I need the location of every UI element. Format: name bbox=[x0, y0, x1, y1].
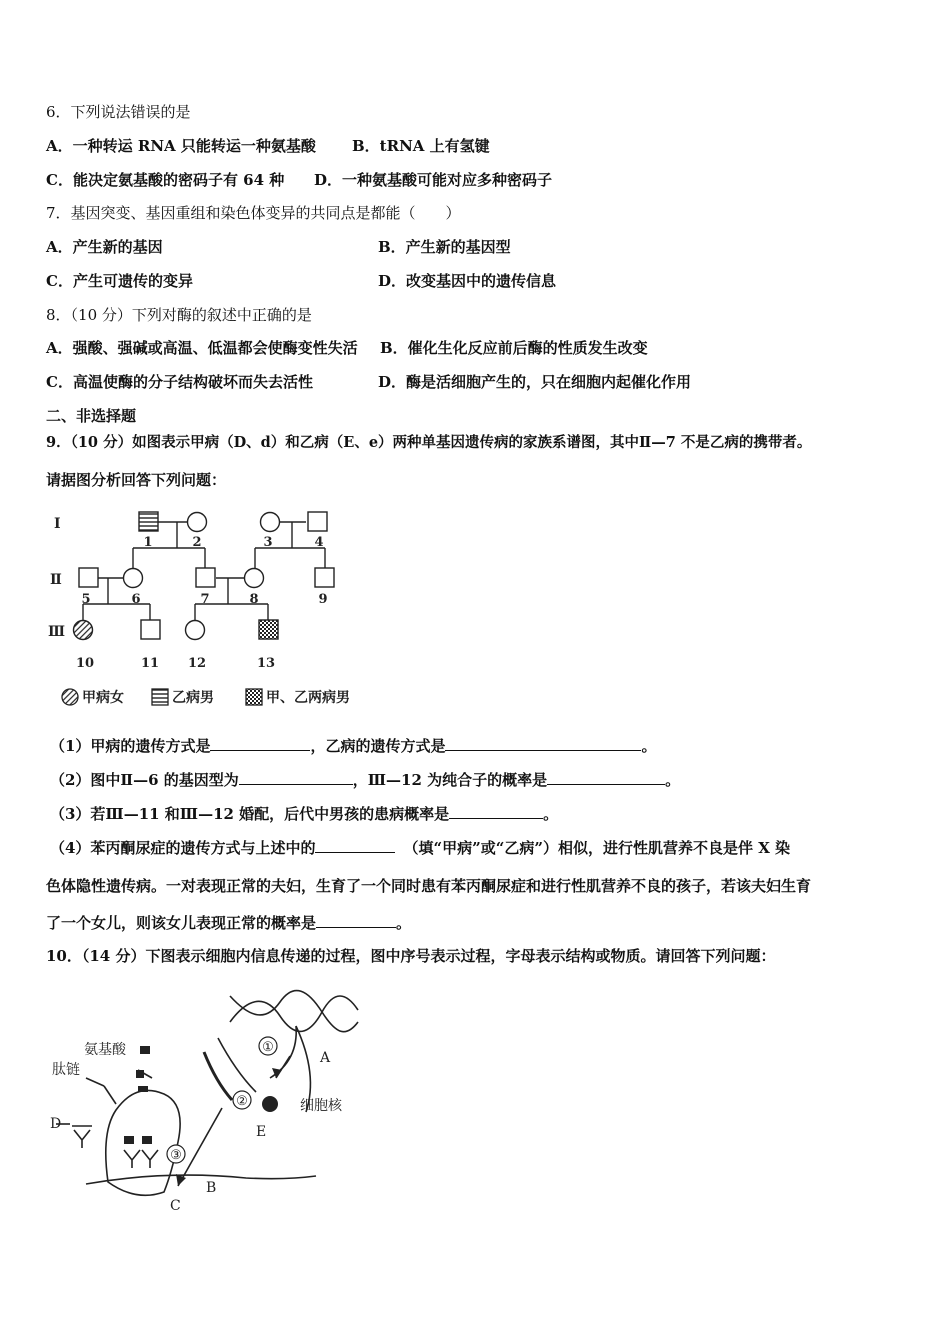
q7-option-b: B．产生新的基因型 bbox=[378, 238, 511, 256]
individual-I-4 bbox=[308, 512, 327, 531]
q7-option-c: C．产生可遗传的变异 bbox=[46, 272, 193, 290]
label-nucleus: 细胞核 bbox=[300, 1098, 342, 1114]
answer-blank[interactable] bbox=[210, 736, 310, 751]
pedigree-num: 9 bbox=[318, 592, 328, 607]
label-C: C bbox=[170, 1198, 181, 1214]
pedigree-num: 7 bbox=[200, 592, 210, 607]
individual-I-2 bbox=[188, 513, 207, 532]
q6-option-b: B．tRNA 上有氢键 bbox=[352, 137, 490, 155]
individual-III-10 bbox=[74, 621, 93, 640]
amino-acid-block bbox=[140, 1046, 150, 1054]
q8-stem: 8．（10 分）下列对酶的叙述中正确的是 bbox=[46, 306, 312, 324]
pedigree-num: 4 bbox=[314, 535, 324, 550]
label-E: E bbox=[256, 1124, 267, 1140]
pedigree-chart bbox=[40, 500, 380, 715]
pedigree-num: 10 bbox=[75, 656, 95, 671]
q9-part4-line1: （4）苯丙酮尿症的遗传方式与上述中的 （填“甲病”或“乙病”）相似，进行性肌营养不良是伴 X 染 bbox=[50, 839, 791, 857]
q9-part1: （1）甲病的遗传方式是 ，乙病的遗传方式是 。 bbox=[50, 737, 657, 755]
individual-III-11 bbox=[141, 620, 160, 639]
legend-label: 乙病男 bbox=[172, 690, 214, 706]
mrna-strand bbox=[204, 1052, 232, 1100]
generation-label-I: Ⅰ bbox=[54, 516, 61, 532]
q9-part3: （3）若Ⅲ—11 和Ⅲ—12 婚配，后代中男孩的患病概率是 。 bbox=[50, 805, 559, 823]
pedigree-num: 13 bbox=[256, 656, 276, 671]
individual-I-3 bbox=[261, 513, 280, 532]
label-amino-acid: 氨基酸 bbox=[84, 1042, 126, 1058]
q7-option-a: A．产生新的基因 bbox=[46, 238, 163, 256]
pedigree-num: 12 bbox=[187, 656, 207, 671]
q9-stem-line1: 9．（10 分）如图表示甲病（D、d）和乙病（E、e）两种单基因遗传病的家族系谱图，其中Ⅱ—7 不是乙病的携带者。 bbox=[46, 434, 812, 451]
individual-III-12 bbox=[186, 621, 205, 640]
membrane-line bbox=[86, 1175, 316, 1184]
step-label-3: ③ bbox=[170, 1148, 182, 1163]
individual-II-5 bbox=[79, 568, 98, 587]
q6-option-c: C．能决定氨基酸的密码子有 64 种 bbox=[46, 171, 285, 189]
q6-stem: 6．下列说法错误的是 bbox=[46, 103, 191, 121]
q9-part4-line3: 了一个女儿，则该女儿表现正常的概率是 。 bbox=[46, 914, 412, 932]
q9-part2: （2）图中Ⅱ—6 的基因型为 ，Ⅲ—12 为纯合子的概率是 。 bbox=[50, 771, 681, 789]
mrna-strand bbox=[218, 1038, 256, 1092]
answer-blank[interactable] bbox=[449, 804, 543, 819]
step-label-1: ① bbox=[262, 1040, 274, 1055]
trna-D bbox=[72, 1126, 92, 1148]
generation-label-II: Ⅱ bbox=[50, 572, 62, 588]
pedigree-num: 1 bbox=[143, 535, 153, 550]
individual-II-7 bbox=[196, 568, 215, 587]
step-label-2: ② bbox=[236, 1094, 248, 1109]
answer-blank[interactable] bbox=[547, 770, 665, 785]
q6-option-a: A．一种转运 RNA 只能转运一种氨基酸 bbox=[46, 137, 316, 155]
q8-option-a: A．强酸、强碱或高温、低温都会使酶变性失活 bbox=[46, 339, 358, 357]
legend-symbol-both-male bbox=[246, 689, 262, 705]
answer-blank[interactable] bbox=[445, 736, 641, 751]
individual-III-13 bbox=[259, 620, 278, 639]
legend-label: 甲病女 bbox=[82, 690, 124, 706]
trna-shape bbox=[124, 1150, 140, 1168]
q6-option-d: D．一种氨基酸可能对应多种密码子 bbox=[314, 171, 553, 189]
pedigree-num: 8 bbox=[249, 592, 259, 607]
answer-blank[interactable] bbox=[316, 913, 396, 928]
q7-option-d: D．改变基因中的遗传信息 bbox=[378, 272, 557, 290]
pedigree-num: 6 bbox=[131, 592, 141, 607]
individual-II-6 bbox=[124, 569, 143, 588]
q8-option-d: D．酶是活细胞产生的，只在细胞内起催化作用 bbox=[378, 373, 692, 391]
label-A: A bbox=[320, 1050, 331, 1066]
answer-blank[interactable] bbox=[315, 838, 395, 853]
trna-shape bbox=[142, 1150, 158, 1168]
section-heading: 二、非选择题 bbox=[46, 407, 137, 425]
q8-option-c: C．高温使酶的分子结构破坏而失去活性 bbox=[46, 373, 313, 391]
amino-acid-block bbox=[142, 1136, 152, 1144]
individual-II-9 bbox=[315, 568, 334, 587]
amino-acid-block bbox=[124, 1136, 134, 1144]
pedigree-num: 11 bbox=[140, 656, 160, 671]
q9-part4-line2: 色体隐性遗传病。一对表现正常的夫妇，生育了一个同时患有苯丙酮尿症和进行性肌营养不良的孩子，若该夫妇生育 bbox=[46, 877, 812, 895]
legend-symbol-jia-female bbox=[62, 689, 78, 705]
label-peptide: 肽链 bbox=[52, 1062, 80, 1078]
individual-I-1 bbox=[139, 512, 158, 531]
amino-acid-block bbox=[138, 1086, 148, 1092]
amino-acid-block bbox=[136, 1070, 144, 1078]
legend-label: 甲、乙两病男 bbox=[266, 690, 350, 706]
label-D: D bbox=[50, 1116, 62, 1132]
q9-stem-line2: 请据图分析回答下列问题： bbox=[46, 471, 227, 489]
pedigree-num: 2 bbox=[192, 535, 202, 550]
arrow-3 bbox=[178, 1108, 222, 1186]
pedigree-num: 5 bbox=[81, 592, 91, 607]
dna-strand-2 bbox=[230, 996, 358, 1031]
label-B: B bbox=[206, 1180, 217, 1196]
generation-label-III: Ⅲ bbox=[48, 624, 66, 640]
q10-stem: 10．（14 分）下图表示细胞内信息传递的过程，图中序号表示过程，字母表示结构或物质。请回答下列问题： bbox=[46, 947, 776, 965]
cell-transfer-diagram bbox=[46, 982, 376, 1222]
individual-II-8 bbox=[245, 569, 264, 588]
legend-symbol-yi-male bbox=[152, 689, 168, 705]
q8-option-b: B．催化生化反应前后酶的性质发生改变 bbox=[380, 339, 648, 357]
pedigree-num: 3 bbox=[263, 535, 273, 550]
answer-blank[interactable] bbox=[239, 770, 353, 785]
enzyme-E bbox=[262, 1096, 278, 1112]
q7-stem: 7．基因突变、基因重组和染色体变异的共同点是都能（ ） bbox=[46, 204, 461, 222]
